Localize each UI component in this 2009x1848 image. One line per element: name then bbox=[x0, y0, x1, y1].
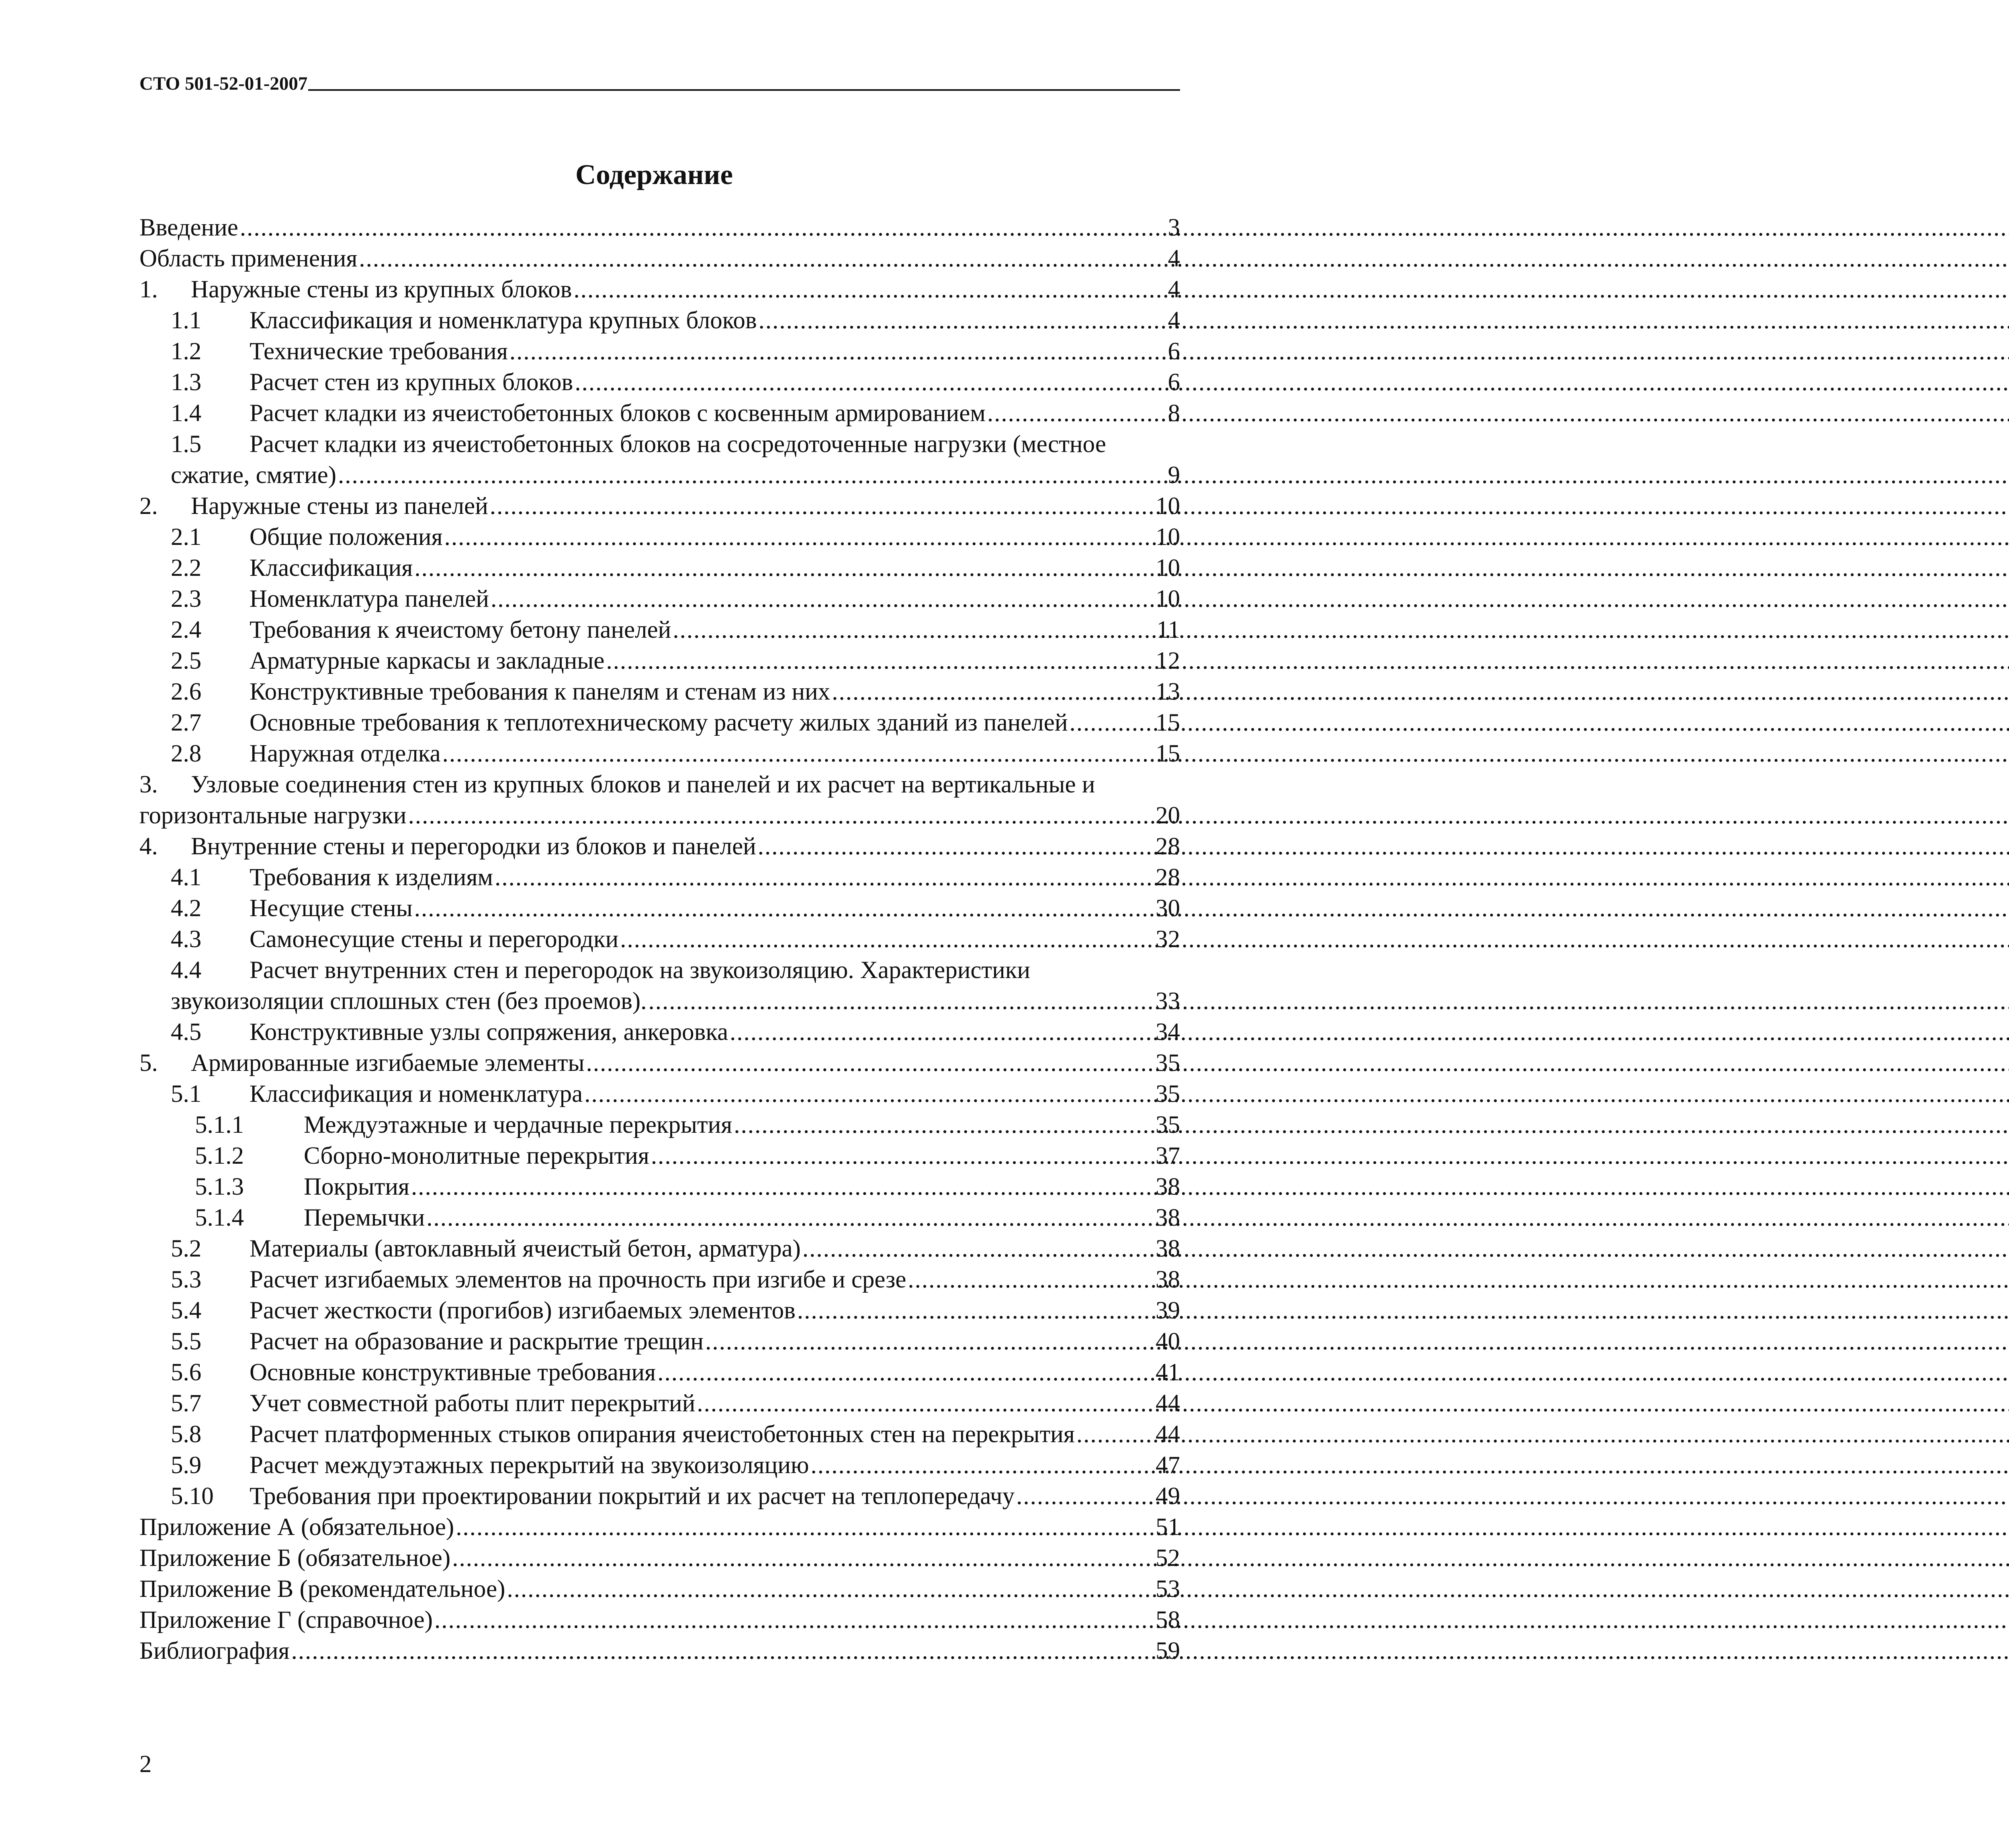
toc-entry[interactable] bbox=[139, 1388, 1180, 1419]
toc-leader-dots bbox=[648, 986, 1154, 1017]
toc-entry[interactable] bbox=[139, 986, 1180, 1017]
toc-entry[interactable] bbox=[139, 1048, 1180, 1079]
toc-entry-page: 30 bbox=[1156, 895, 1180, 922]
toc-leader-dots bbox=[426, 1202, 1154, 1233]
toc-entry-page: 38 bbox=[1156, 1204, 1180, 1231]
toc-entry[interactable] bbox=[139, 460, 1180, 491]
toc-leader-dots bbox=[759, 305, 1166, 336]
toc-entry-text: Покрытия bbox=[304, 1173, 410, 1200]
toc-entry[interactable] bbox=[139, 1357, 1180, 1388]
toc-entry[interactable] bbox=[139, 676, 1180, 707]
page-number: 2 bbox=[139, 1751, 152, 1778]
toc-leader-dots bbox=[730, 1017, 1154, 1048]
toc-entry-text: Приложение А (обязательное) bbox=[139, 1514, 454, 1541]
toc-leader-dots bbox=[810, 1450, 1154, 1481]
toc-leader-dots bbox=[586, 1048, 1154, 1079]
toc-entry-number: 4.5 bbox=[171, 1019, 202, 1046]
toc-leader-dots bbox=[697, 1388, 1154, 1419]
toc-entry[interactable] bbox=[139, 1326, 1180, 1357]
toc-leader-dots bbox=[408, 800, 1154, 831]
toc-leader-dots bbox=[411, 1171, 1154, 1202]
toc-entry-text-cont: сжатие, смятие) bbox=[171, 462, 337, 489]
toc-leader-dots bbox=[908, 1264, 1154, 1295]
toc-entry-page: 52 bbox=[1156, 1545, 1180, 1572]
toc-entry-text: Основные конструктивные требования bbox=[250, 1359, 656, 1386]
toc-leader-dots bbox=[490, 491, 1154, 522]
toc-entry-page: 47 bbox=[1156, 1452, 1180, 1479]
toc-entry[interactable] bbox=[139, 1140, 1180, 1171]
toc-entry[interactable] bbox=[139, 1574, 1180, 1604]
toc-entry-text: Самонесущие стены и перегородки bbox=[250, 926, 619, 953]
toc-entry-text: Армированные изгибаемые элементы bbox=[191, 1050, 585, 1076]
toc-entry-number: 4.3 bbox=[171, 926, 202, 953]
toc-entry[interactable] bbox=[139, 1202, 1180, 1233]
toc-entry-number: 4.1 bbox=[171, 864, 202, 891]
toc-entry-number: 2. bbox=[139, 493, 158, 520]
toc-leader-dots bbox=[491, 583, 1154, 614]
toc-entry-page: 35 bbox=[1156, 1081, 1180, 1107]
toc-entry[interactable] bbox=[139, 398, 1180, 429]
toc-entry-number: 1.1 bbox=[171, 307, 202, 334]
toc-entry-page: 6 bbox=[1168, 369, 1180, 396]
toc-entry-number: 1.2 bbox=[171, 338, 202, 365]
toc-entry-text: Расчет изгибаемых элементов на прочность при изгибе и срезе bbox=[250, 1266, 906, 1293]
toc-entry-text: Несущие стены bbox=[250, 895, 413, 922]
document-header bbox=[139, 68, 1180, 93]
toc-entry-page: 59 bbox=[1156, 1637, 1180, 1664]
toc-entry[interactable] bbox=[139, 707, 1180, 738]
toc-entry[interactable] bbox=[139, 1295, 1180, 1326]
toc-entry-page: 49 bbox=[1156, 1483, 1180, 1510]
toc-leader-dots bbox=[802, 1233, 1154, 1264]
toc-entry-text: Библиография bbox=[139, 1637, 290, 1664]
toc-leader-dots bbox=[359, 243, 1166, 274]
toc-entry-text: Введение bbox=[139, 214, 238, 241]
toc-entry-text: Область применения bbox=[139, 245, 358, 272]
toc-entry-page: 38 bbox=[1156, 1266, 1180, 1293]
toc-entry[interactable] bbox=[139, 862, 1180, 893]
toc-entry-page: 35 bbox=[1156, 1111, 1180, 1138]
toc-entry-text: Арматурные каркасы и закладные bbox=[250, 647, 605, 674]
toc-entry-text: Наружные стены из панелей bbox=[191, 493, 488, 520]
page-title: Содержание bbox=[575, 159, 733, 190]
toc-entry[interactable] bbox=[139, 274, 1180, 305]
toc-entry-page: 10 bbox=[1156, 555, 1180, 581]
toc-entry-number: 4. bbox=[139, 833, 158, 860]
toc-entry[interactable] bbox=[139, 1481, 1180, 1512]
toc-entry-number: 1.4 bbox=[171, 400, 202, 427]
toc-entry[interactable] bbox=[139, 336, 1180, 367]
toc-entry-text: Учет совместной работы плит перекрытий bbox=[250, 1390, 696, 1417]
toc-entry[interactable] bbox=[139, 1109, 1180, 1140]
toc-leader-dots bbox=[452, 1543, 1154, 1574]
toc-entry-text: Расчет кладки из ячеистобетонных блоков на сосредоточенные нагрузки (местное bbox=[250, 431, 1106, 458]
toc-entry-text: Основные требования к теплотехническому расчету жилых зданий из панелей bbox=[250, 709, 1068, 736]
toc-leader-dots bbox=[495, 862, 1154, 893]
toc-leader-dots bbox=[444, 522, 1154, 553]
toc-entry-number: 2.2 bbox=[171, 555, 202, 581]
toc-entry-text: Наружная отделка bbox=[250, 740, 441, 767]
toc-entry[interactable] bbox=[139, 1604, 1180, 1635]
toc-entry-page: 34 bbox=[1156, 1019, 1180, 1046]
toc-entry[interactable] bbox=[139, 1635, 1180, 1666]
toc-entry[interactable] bbox=[139, 367, 1180, 398]
toc-entry[interactable] bbox=[139, 212, 1180, 243]
toc-entry-number: 5.1.4 bbox=[195, 1204, 244, 1231]
toc-entry-text: Приложение Б (обязательное) bbox=[139, 1545, 451, 1572]
toc-leader-dots bbox=[291, 1635, 1154, 1666]
toc-entry-number: 5.3 bbox=[171, 1266, 202, 1293]
toc-entry-text: Внутренние стены и перегородки из блоков и панелей bbox=[191, 833, 756, 860]
toc-entry-page: 40 bbox=[1156, 1328, 1180, 1355]
toc-leader-dots bbox=[240, 212, 1166, 243]
toc-entry-page: 32 bbox=[1156, 926, 1180, 953]
toc-entry-text: Классификация и номенклатура крупных блоков bbox=[250, 307, 757, 334]
toc-entry[interactable] bbox=[139, 893, 1180, 924]
toc-entry-number: 5.1 bbox=[171, 1081, 202, 1107]
toc-entry-number: 5.9 bbox=[171, 1452, 202, 1479]
toc-entry-number: 5.7 bbox=[171, 1390, 202, 1417]
toc-entry-page: 44 bbox=[1156, 1421, 1180, 1448]
toc-entry[interactable] bbox=[139, 1543, 1180, 1574]
toc-leader-dots bbox=[673, 614, 1155, 645]
toc-entry-text: Общие положения bbox=[250, 524, 443, 551]
toc-entry-text: Номенклатура панелей bbox=[250, 585, 489, 612]
toc-entry[interactable] bbox=[139, 645, 1180, 676]
toc-leader-dots bbox=[606, 645, 1154, 676]
toc-entry-number: 5.6 bbox=[171, 1359, 202, 1386]
toc-entry-text: Классификация bbox=[250, 555, 413, 581]
toc-entry-text: Узловые соединения стен из крупных блоков и панелей и их расчет на вертикальные и bbox=[191, 771, 1095, 798]
toc-leader-dots bbox=[575, 367, 1166, 398]
toc-entry-text: Перемычки bbox=[304, 1204, 425, 1231]
toc-entry-text: Конструктивные требования к панелям и стенам из них bbox=[250, 678, 831, 705]
toc-entry-number: 1.5 bbox=[171, 431, 202, 458]
toc-entry-text: Требования к ячеистому бетону панелей bbox=[250, 616, 671, 643]
toc-entry-page: 35 bbox=[1156, 1050, 1180, 1076]
toc-entry[interactable] bbox=[139, 522, 1180, 553]
toc-entry[interactable] bbox=[139, 491, 1180, 522]
toc-entry-text: Расчет междуэтажных перекрытий на звукоизоляцию bbox=[250, 1452, 809, 1479]
toc-leader-dots bbox=[657, 1357, 1154, 1388]
toc-leader-dots bbox=[758, 831, 1154, 862]
toc-entry-number: 4.2 bbox=[171, 895, 202, 922]
toc-leader-dots bbox=[338, 460, 1166, 491]
toc-entry-text: Сборно-монолитные перекрытия bbox=[304, 1142, 649, 1169]
header-rule bbox=[308, 89, 1180, 91]
toc-entry-text: Приложение Г (справочное) bbox=[139, 1607, 433, 1633]
toc-entry[interactable] bbox=[139, 553, 1180, 583]
toc-leader-dots bbox=[1016, 1481, 1154, 1512]
toc-entry-page: 15 bbox=[1156, 740, 1180, 767]
toc-entry-page: 38 bbox=[1156, 1173, 1180, 1200]
toc-entry[interactable] bbox=[139, 1512, 1180, 1543]
toc-leader-dots bbox=[509, 336, 1166, 367]
toc-entry[interactable] bbox=[139, 583, 1180, 614]
toc-entry[interactable] bbox=[139, 831, 1180, 862]
toc-leader-dots bbox=[1076, 1419, 1154, 1450]
toc-entry-number: 1.3 bbox=[171, 369, 202, 396]
toc-entry[interactable] bbox=[139, 614, 1180, 645]
toc-leader-dots bbox=[705, 1326, 1154, 1357]
toc-entry-text: Междуэтажные и чердачные перекрытия bbox=[304, 1111, 732, 1138]
toc-entry[interactable] bbox=[139, 1450, 1180, 1481]
toc-entry[interactable] bbox=[139, 243, 1180, 274]
toc-entry[interactable] bbox=[139, 1017, 1180, 1048]
toc-entry-text: Конструктивные узлы сопряжения, анкеровка bbox=[250, 1019, 728, 1046]
toc-entry-page: 15 bbox=[1156, 709, 1180, 736]
toc-entry-page: 10 bbox=[1156, 585, 1180, 612]
toc-entry-text: Расчет на образование и раскрытие трещин bbox=[250, 1328, 704, 1355]
toc-entry-text: Расчет стен из крупных блоков bbox=[250, 369, 573, 396]
toc-entry-number: 5.5 bbox=[171, 1328, 202, 1355]
toc-entry[interactable] bbox=[139, 800, 1180, 831]
toc-leader-dots bbox=[414, 553, 1154, 583]
toc-entry-page: 10 bbox=[1156, 493, 1180, 520]
toc-entry-number: 4.4 bbox=[171, 957, 202, 984]
toc-entry-line1 bbox=[139, 769, 1180, 800]
toc-entry-number: 5.4 bbox=[171, 1297, 202, 1324]
toc-entry-page: 4 bbox=[1168, 245, 1180, 272]
toc-entry[interactable] bbox=[139, 924, 1180, 955]
toc-entry-number: 5.1.3 bbox=[195, 1173, 244, 1200]
toc-leader-dots bbox=[442, 738, 1154, 769]
toc-entry-text: Расчет кладки из ячеистобетонных блоков с косвенным армированием bbox=[250, 400, 986, 427]
toc-entry-page: 58 bbox=[1156, 1607, 1180, 1633]
toc-entry-number: 5.10 bbox=[171, 1483, 214, 1510]
toc-entry-text: Требования при проектировании покрытий и их расчет на теплопередачу bbox=[250, 1483, 1015, 1510]
toc-entry-text: Технические требования bbox=[250, 338, 508, 365]
toc-entry[interactable] bbox=[139, 1264, 1180, 1295]
toc-leader-dots bbox=[456, 1512, 1154, 1543]
toc-entry-text: Материалы (автоклавный ячеистый бетон, арматура) bbox=[250, 1235, 801, 1262]
toc-entry-text-cont: звукоизоляции сплошных стен (без проемов). bbox=[171, 988, 647, 1015]
toc-leader-dots bbox=[434, 1604, 1154, 1635]
toc-entry-text: Классификация и номенклатура bbox=[250, 1081, 583, 1107]
toc-entry-page: 51 bbox=[1156, 1514, 1180, 1541]
toc-entry-text: Расчет платформенных стыков опирания ячеистобетонных стен на перекрытия bbox=[250, 1421, 1075, 1448]
toc-entry-number: 2.7 bbox=[171, 709, 202, 736]
toc-entry-page: 4 bbox=[1168, 276, 1180, 303]
toc-entry-page: 12 bbox=[1156, 647, 1180, 674]
toc-leader-dots bbox=[573, 274, 1166, 305]
toc-entry-line1 bbox=[139, 955, 1180, 986]
toc-entry-page: 13 bbox=[1156, 678, 1180, 705]
toc-entry[interactable] bbox=[139, 738, 1180, 769]
toc-entry-number: 5.1.2 bbox=[195, 1142, 244, 1169]
toc-leader-dots bbox=[734, 1109, 1154, 1140]
toc-leader-dots bbox=[584, 1079, 1154, 1109]
toc-entry-number: 1. bbox=[139, 276, 158, 303]
toc-entry-number: 5.1.1 bbox=[195, 1111, 244, 1138]
toc-entry-page: 39 bbox=[1156, 1297, 1180, 1324]
toc-entry-text: Приложение В (рекомендательное) bbox=[139, 1576, 505, 1602]
toc-entry-number: 5.8 bbox=[171, 1421, 202, 1448]
toc-entry-number: 2.8 bbox=[171, 740, 202, 767]
toc-entry[interactable] bbox=[139, 1233, 1180, 1264]
table-of-contents bbox=[139, 212, 1180, 1666]
toc-entry-page: 37 bbox=[1156, 1142, 1180, 1169]
toc-entry-page: 38 bbox=[1156, 1235, 1180, 1262]
toc-leader-dots bbox=[797, 1295, 1154, 1326]
toc-entry[interactable] bbox=[139, 305, 1180, 336]
toc-leader-dots bbox=[651, 1140, 1154, 1171]
toc-leader-dots bbox=[1070, 707, 1154, 738]
toc-entry-number: 2.5 bbox=[171, 647, 202, 674]
toc-entry-number: 5. bbox=[139, 1050, 158, 1076]
toc-entry-text: Расчет внутренних стен и перегородок на звукоизоляцию. Характеристики bbox=[250, 957, 1031, 984]
toc-entry-page: 28 bbox=[1156, 833, 1180, 860]
toc-entry-text: Требования к изделиям bbox=[250, 864, 493, 891]
toc-entry-line1 bbox=[139, 429, 1180, 460]
toc-entry[interactable] bbox=[139, 1419, 1180, 1450]
toc-entry[interactable] bbox=[139, 1171, 1180, 1202]
toc-entry-text: Расчет жесткости (прогибов) изгибаемых элементов bbox=[250, 1297, 796, 1324]
toc-entry-page: 10 bbox=[1156, 524, 1180, 551]
toc-leader-dots bbox=[832, 676, 1154, 707]
toc-entry-number: 2.1 bbox=[171, 524, 202, 551]
toc-entry[interactable] bbox=[139, 1079, 1180, 1109]
toc-entry-text: Наружные стены из крупных блоков bbox=[191, 276, 572, 303]
toc-entry-page: 20 bbox=[1156, 802, 1180, 829]
toc-entry-page: 44 bbox=[1156, 1390, 1180, 1417]
toc-leader-dots bbox=[507, 1574, 1154, 1604]
toc-entry-page: 8 bbox=[1168, 400, 1180, 427]
toc-entry-page: 11 bbox=[1156, 616, 1180, 643]
toc-leader-dots bbox=[987, 398, 1166, 429]
toc-entry-page: 9 bbox=[1168, 462, 1180, 489]
toc-entry-number: 3. bbox=[139, 771, 158, 798]
toc-entry-page: 53 bbox=[1156, 1576, 1180, 1602]
toc-entry-page: 4 bbox=[1168, 307, 1180, 334]
toc-entry-page: 33 bbox=[1156, 988, 1180, 1015]
toc-entry-number: 2.3 bbox=[171, 585, 202, 612]
toc-leader-dots bbox=[414, 893, 1154, 924]
toc-leader-dots bbox=[620, 924, 1154, 955]
toc-entry-number: 2.4 bbox=[171, 616, 202, 643]
toc-entry-page: 6 bbox=[1168, 338, 1180, 365]
document-code: СТО 501-52-01-2007 bbox=[139, 73, 308, 94]
toc-entry-text-cont: горизонтальные нагрузки bbox=[139, 802, 407, 829]
toc-entry-number: 2.6 bbox=[171, 678, 202, 705]
toc-entry-page: 3 bbox=[1168, 214, 1180, 241]
toc-entry-page: 28 bbox=[1156, 864, 1180, 891]
toc-entry-number: 5.2 bbox=[171, 1235, 202, 1262]
toc-entry-page: 41 bbox=[1156, 1359, 1180, 1386]
